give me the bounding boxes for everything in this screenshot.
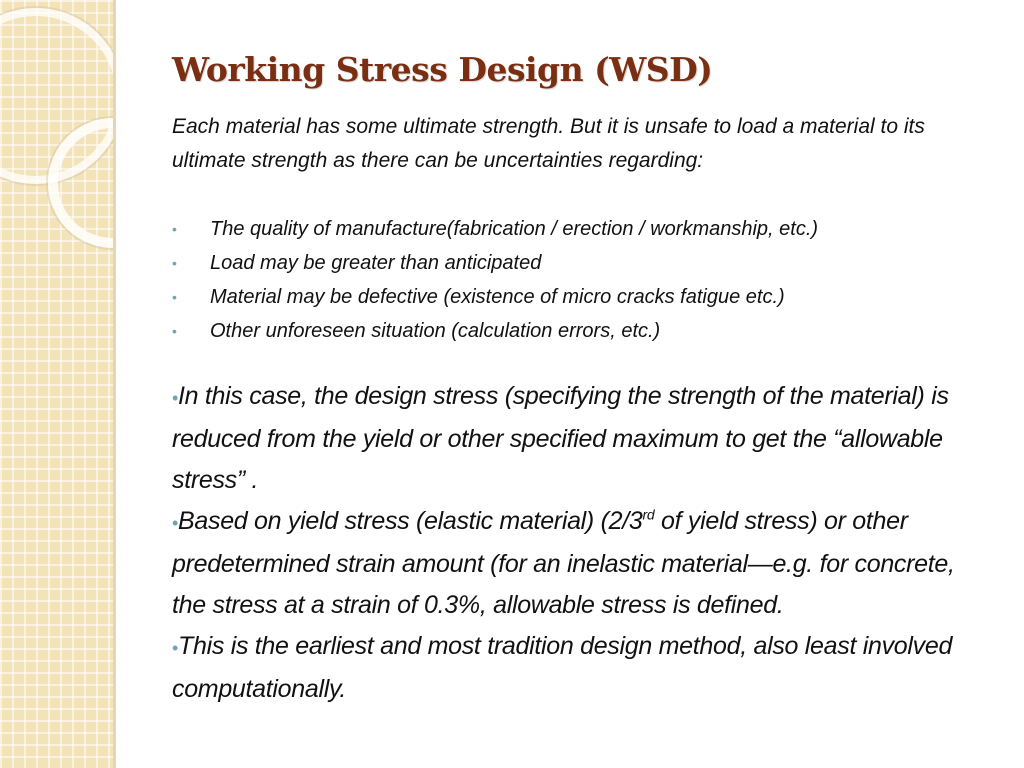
list-item [172,246,818,280]
bullet-icon: • [172,513,179,533]
paragraph-allowable-stress [172,376,992,501]
intro-text: Each material has some ultimate strength. But it is unsafe to load a material to its ultimate strength as there can be uncertainties regarding: [172,115,925,172]
paragraph-text: Based on yield stress (elastic material) (2/3 [178,507,643,535]
bullet-icon: • [172,323,177,339]
list-item [172,212,818,246]
list-item-text: The quality of manufacture(fabrication / erection / workmanship, etc.) [210,218,819,240]
paragraph-text: In this case, the design stress (specifying the strength of the material) is reduced from the yield or other specified maximum to get the “allowable stress” . [172,382,949,494]
side-panel-border [113,0,116,768]
list-item [172,280,818,314]
bullet-icon: • [172,388,179,408]
list-item [172,314,818,348]
bullet-icon: • [172,221,177,237]
ordinal-superscript: rd [642,506,655,523]
paragraph-text: of yield stress) or other predetermined strain amount (for an inelastic material—e.g. for concrete, the stress at a strain of 0.3%, allowable stress is defined. [172,507,955,619]
bullet-icon: • [172,289,177,305]
paragraph-earliest-method [172,626,992,710]
uncertainty-list [172,212,818,348]
bullet-icon: • [172,638,179,658]
paragraph-text: This is the earliest and most tradition design method, also least involved computationally. [172,632,953,703]
list-item-text: Other unforeseen situation (calculation errors, etc.) [210,320,661,342]
slide-title: Working Stress Design (WSD) [172,50,713,89]
bullet-icon: • [172,255,177,271]
paragraph-yield-stress [172,501,992,626]
main-paragraphs [172,376,992,710]
decorative-side-panel [0,0,113,768]
list-item-text: Load may be greater than anticipated [210,252,542,274]
list-item-text: Material may be defective (existence of micro cracks fatigue etc.) [210,286,785,308]
